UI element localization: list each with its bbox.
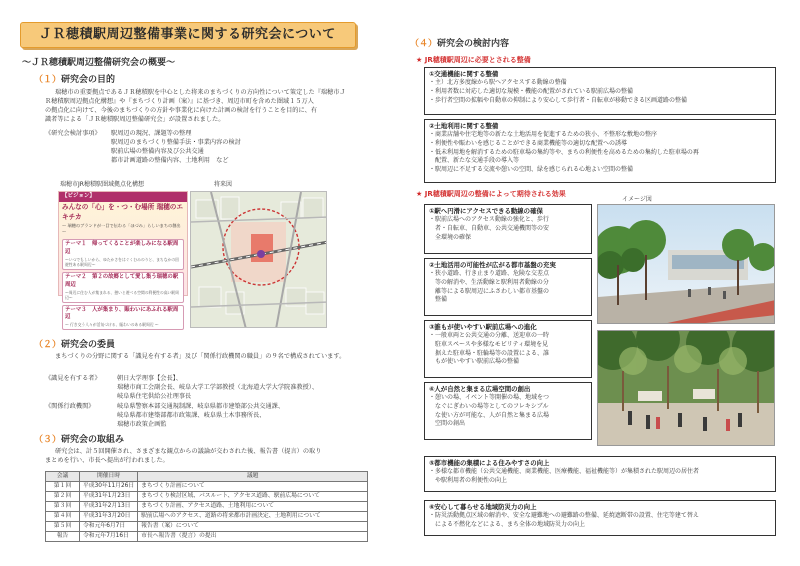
section-1-body: 瑞穂市の重要拠点であるＪＲ穂積駅を中心とした将来のまちづくりの方向性について策定した『瑞穂市Ｊ Ｒ穂積駅周辺拠点化構想』や『まちづくり計画（案）』に基づき、周辺市町を含めた圏域１５万人 の拠点化に向けて、今後のまちづくりの方針や事業化に向けた計画の検討を行うことを目的に、有 識者等による「ＪＲ穂積駅周辺整備研究会」が設置されました。	[45, 89, 346, 123]
page-subtitle: ～ＪＲ穂積駅周辺整備研究会の概要～	[22, 58, 176, 68]
page-title: ＪＲ穂積駅周辺整備事業に関する研究会について	[20, 22, 356, 48]
table-row: 第４回 平成31年3月20日 駅前広場へのアクセス、道路の将来都市計画決定、土地利用について	[46, 512, 368, 522]
section-4-heading: （４）研究会の検討内容	[410, 39, 510, 49]
section-1-topics: 《研究会検討事項》 駅周辺の現況、課題等の整理 駅周辺のまちづくり整備手法・事業内容の検討 駅前広場の整備内容及び公共交通 都市計画道路の整備内容、土地利用 など	[45, 130, 241, 164]
section-3-body: 研究会は、計５回開催され、さまざまな観点からの議論が交わされた後、報告書（提言）の取り まとめを行い、市長へ提出が行われました。	[45, 448, 322, 464]
section-2-body: まちづくりの分野に関する「識見を有する者」及び「関係行政機関の職員」の９名で構成されています。	[55, 353, 346, 360]
table-row: 第１回 平成30年11月26日 まちづくり計画について	[46, 482, 368, 492]
table-header-row: 会議 開催日時 議題	[46, 472, 368, 482]
section-3-heading: （３）研究会の取組み	[34, 435, 125, 445]
map-graphic	[191, 192, 327, 328]
plaza-illustration	[598, 205, 775, 324]
effect-box-6: ⑥安心して暮らせる地域防災力の向上 ・防災活動拠点区域の解消や、安全な避難地への避難路の整備、延焼遮断帯の設置、住宅等建て替え による不燃化などによる、まち全体の地域防災力の向上	[424, 500, 776, 536]
vision-figure-label: 瑞穂市JR穂積駅圏域拠点化構想	[60, 181, 144, 188]
table-row: 第３回 平成31年2月13日 まちづくり計画、アクセス道路、土地利用について	[46, 502, 368, 512]
theme-2: テーマ２ 第２の故郷として愛し集う瑞穂の駅周辺 ～周辺に住む人が集まれる、憩いと遊べる空間の利便性の高い駅周辺～	[62, 272, 184, 303]
table-row: 第２回 平成31年1月23日 まちづくり検討区域、パスルート、アクセス道路、駅前広場について	[46, 492, 368, 502]
expected-effects-heading: ★ JR穂積駅周辺の整備によって期待される効果	[416, 190, 566, 198]
image-caption: イメージ図	[622, 196, 652, 203]
effect-box-4: ④人が自然と集まる広場空間の創出 ・憩いの場、イベント等開催の場、地域をつ なぐにぎわいの場等としてのフレキシブル な使い方が可能な、人が自然と集まる広場 空間の創出	[424, 382, 592, 440]
theme-1: テーマ１ 帰ってくることが楽しみになる駅周辺 ～いつでもしいから、ゆたかさをはぐくむみのりと、まちなかの回遊性ある駅周辺～	[62, 239, 184, 270]
table-row: 第５回 令和元年6月7日 報告書（案）について	[46, 522, 368, 532]
effect-box-3: ③誰もが使いやすい駅前広場への進化 ・一般車両と公共交通の分離、送迎車の一時 駐車スペースや多様なモビリティ環境を見 据えた駐車場・駐輪場等の設置による、誰 もが使いやすい駅前広場の整備	[424, 320, 592, 378]
future-map-image	[190, 191, 327, 328]
vision-panel: 【ビジョン】 みんなの「心」を・つ・む場所 瑞穂のエキチカ ～ 瑞穂のブランドが一目で伝わる「ほづみ」らしいまちの創出 ～ テーマ１ 帰ってくることが楽しみになる駅周辺 ～いつでもしいから、ゆたかさをはぐくむみのりと、まちなかの回遊性ある駅周辺～ テーマ２ 第２の故郷として愛し集う瑞穂の駅周辺 ～周辺に住む人が集まれる、憩いと遊べる空間の利便性の高い駅周辺～ テーマ３ 人が集まり、賑わいにあふれる駅周辺 ～ 行き交う人々が活気づける、賑わいのある駅周辺 ～	[58, 191, 188, 296]
need-box-landuse: ②土地利用に関する整備 ・商業店舗や住宅地等の新たな土地活用を促進するための狭小、不整形な敷地の整序 ・利便性や賑わいを感じることができる商業機能等の適切な配置への誘導 ・低未利用地を解消するための駐車場の集約等や、まちの利便性を高めるための集約した駐車場の再 配置、新たな交通手段の導入等 ・駅周辺に不足する交流や憩いの空間、緑を感じられる心地よい空間の整備	[424, 119, 776, 183]
section-2-members: 《識見を有する者》 朝日大学理事【会長】、 瑞穂市商工会副会長、岐阜大学工学部教授（北海道大学大学院准教授）、 岐阜県住宅供給公社理事長 《関係行政機関》 岐阜県警察本部交通規制課、岐阜県都市建築部公共交通課、 岐阜県都市建築部都市政策課、岐阜県土木事務所長、 瑞穂市政策企画監	[45, 375, 319, 428]
need-box-traffic: ①交通機能に関する整備 ・主）北方多度線から駅へアクセスする動線の整備 ・利用者数に対応した適切な規模・機能の配置がされている駅前広場の整備 ・歩行者空間の拡幅や自動車の抑制により安心して歩行者・自転車が移動できる区画道路の整備	[424, 67, 776, 115]
activity-illustration	[598, 331, 775, 446]
station-plaza-image	[597, 204, 775, 324]
meeting-schedule-table	[45, 471, 368, 542]
section-1-heading: （１）研究会の目的	[34, 75, 116, 85]
table-row: 報告 令和元年7月16日 市長へ報告書（提言）の提出	[46, 532, 368, 542]
effect-box-1: ①駅へ円滑にアクセスできる動線の確保 ・駅前広場へのアクセス動線の強化と、歩行 者・自転車、自動車、公共交通機関等の安 全環境の確保	[424, 204, 592, 254]
theme-3: テーマ３ 人が集まり、賑わいにあふれる駅周辺 ～ 行き交う人々が活気づける、賑わいのある駅周辺 ～	[62, 305, 184, 330]
future-map-label: 将来図	[214, 181, 233, 188]
required-improvements-heading: ★ JR穂積駅周辺に必要とされる整備	[416, 56, 531, 64]
effect-box-2: ②土地活用の可能性が広がる都市基盤の充実 ・狭小道路、行き止まり道路、危険な交差点 等の解消や、生活動線と駅利用者動線の分 離等による駅周辺にふさわしい都市基盤の 整備	[424, 258, 592, 316]
effect-box-5: ⑤都市機能の集積による住みやすさの向上 ・多様な都市機能（公共交通機能、商業機能、医療機能、福祉機能等）が集積された駅周辺の居住者 や駅利用者の利便性の向上	[424, 456, 776, 492]
plaza-activity-image	[597, 330, 775, 446]
section-2-heading: （２）研究会の委員	[34, 340, 116, 350]
